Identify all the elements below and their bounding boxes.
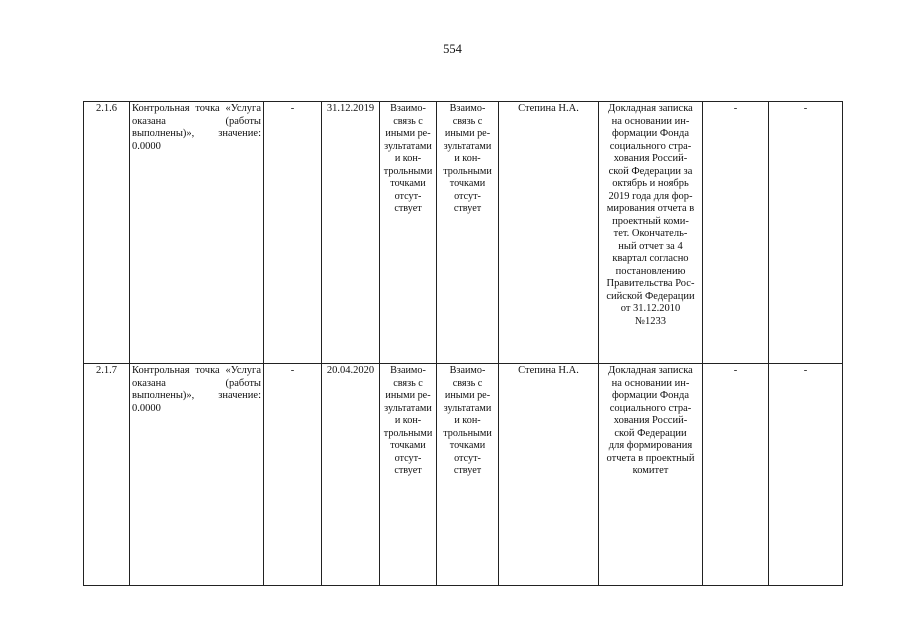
base-date-cell: -	[264, 102, 322, 364]
table-row	[84, 102, 843, 364]
information-system-cell: -	[769, 364, 843, 586]
control-points-table	[83, 101, 843, 586]
relation-cell	[437, 364, 499, 586]
end-date-cell: 31.12.2019	[322, 102, 380, 364]
relation-cell	[380, 102, 437, 364]
base-date-cell: -	[264, 364, 322, 586]
relation-text: Взаимо- связь с иными ре- зультатами и кон- трольными точками отсут- ствует	[443, 103, 492, 214]
document-text: Докладная записка на основании ин- формации Фонда социального стра- хования Россий- ской Федерации за октябрь и ноябрь 2019 года для фор- мирования отчета в проектный коми- тет. Окончатель- ный отчет за 4 квартал согласно постановлению Правительства Рос- сийской Федерации от 31.12.2010 №1233	[606, 103, 695, 327]
responsible-person: Степина Н.А.	[499, 102, 599, 364]
end-date-cell: 20.04.2020	[322, 364, 380, 586]
control-point-name: Контрольная точка «Услуга оказана (работы выполнены)», значение: 0.0000	[130, 364, 264, 586]
information-system-cell: -	[769, 102, 843, 364]
level-cell: -	[703, 364, 769, 586]
document-text: Докладная записка на основании ин- формации Фонда социального стра- хования Россий- ской Федерации для формирования отчета в проектный комитет	[606, 365, 695, 476]
relation-cell	[437, 102, 499, 364]
item-number: 2.1.6	[84, 102, 130, 364]
document-cell	[599, 102, 703, 364]
item-number: 2.1.7	[84, 364, 130, 586]
table-row	[84, 364, 843, 586]
relation-cell	[380, 364, 437, 586]
page-number: 554	[443, 42, 462, 56]
responsible-person: Степина Н.А.	[499, 364, 599, 586]
relation-text: Взаимо- связь с иными ре- зультатами и кон- трольными точками отсут- ствует	[383, 365, 433, 476]
relation-text: Взаимо- связь с иными ре- зультатами и кон- трольными точками отсут- ствует	[443, 365, 492, 476]
control-point-name: Контрольная точка «Услуга оказана (работы выполнены)», значение: 0.0000	[130, 102, 264, 364]
document-cell	[599, 364, 703, 586]
relation-text: Взаимо- связь с иными ре- зультатами и кон- трольными точками отсут- ствует	[383, 103, 433, 214]
level-cell: -	[703, 102, 769, 364]
